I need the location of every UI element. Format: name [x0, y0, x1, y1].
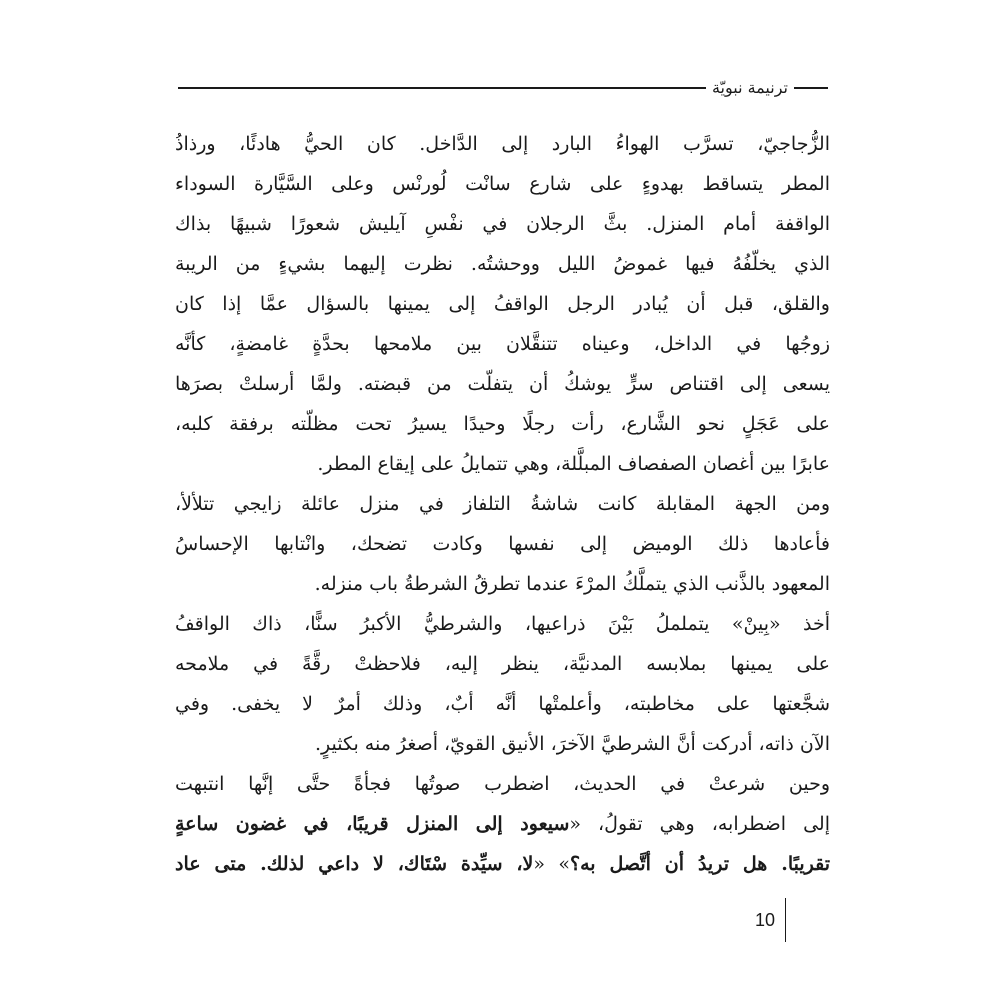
- page-number: 10: [755, 909, 776, 930]
- body-line: فأعادها ذلك الوميض إلى نفسها وكادت تضحك، وانْتابها الإحساسُ: [175, 533, 830, 555]
- body-line: والقلق، قبل أن يُبادر الرجل الواقفُ إلى يمينها بالسؤال عمَّا إذا كان: [175, 293, 830, 315]
- folio-rule: [785, 898, 786, 942]
- body-line: الزُّجاجيّ، تسرَّب الهواءُ البارد إلى الدَّاخل. كان الحيُّ هادئًا، ورذاذُ: [175, 133, 830, 155]
- dialogue-bold-run: تقريبًا. هل تريدُ أن أتَّصل به؟: [570, 853, 831, 875]
- body-text-run: » «: [533, 853, 570, 875]
- running-head-rule-right: [794, 87, 828, 89]
- body-line: على عَجَلٍ نحو الشَّارع، رأت رجلًا وحيدًا يسيرُ تحت مظلّته برفقة كلبه،: [175, 413, 830, 435]
- body-text: [175, 124, 830, 884]
- body-line: يسعى إلى اقتناص سرٍّ يوشكُ أن يتفلّت من قبضته. ولمَّا أرسلتْ بصرَها: [175, 373, 830, 395]
- body-line: الذي يخلّفُهُ فيها غموضُ الليل ووحشتُه. نظرت إليهما بشيءٍ من الريبة: [175, 253, 830, 275]
- body-text-run: إلى اضطرابه، وهي تقولُ، «: [569, 813, 830, 835]
- running-head-rule-left: [178, 87, 706, 89]
- body-line: ومن الجهة المقابلة كانت شاشةُ التلفاز في منزل عائلة زايجي تتلألأ،: [175, 493, 830, 515]
- body-line-with-dialogue: [175, 844, 830, 884]
- body-line: أخذ «بِينْ» يتململُ بَيْنَ ذراعيها، والشرطيُّ الأكبرُ سنًّا، ذاك الواقفُ: [175, 613, 830, 635]
- body-line: زوجُها في الداخل، وعيناه تتنقَّلان بين ملامحها بحدَّةٍ غامضةٍ، كأنَّه: [175, 333, 830, 355]
- body-line: عابرًا بين أغصان الصفصاف المبلَّلة، وهي تتمايلُ على إيقاع المطر.: [317, 453, 830, 475]
- body-line: شجَّعتها على مخاطبته، وأعلمتْها أنَّه أبٌ، وذلك أمرٌ لا يخفى. وفي: [175, 693, 830, 715]
- running-head: [178, 76, 828, 100]
- body-line-with-dialogue: [175, 804, 830, 844]
- body-line: على يمينها بملابسه المدنيَّة، ينظر إليه، فلاحظتْ رقَّةً في ملامحه: [175, 653, 830, 675]
- folio: [755, 900, 786, 940]
- body-line: الواقفة أمام المنزل. بثَّ الرجلان في نفْسِ آيليش شعورًا شبيهًا بذاك: [175, 213, 830, 235]
- body-line: الآن ذاته، أدركت أنَّ الشرطيَّ الآخرَ، الأنيق القويّ، أصغرُ منه بكثيرٍ.: [314, 733, 830, 755]
- running-head-title: ترنيمة نبويّة: [711, 78, 788, 97]
- body-line: وحين شرعتْ في الحديث، اضطرب صوتُها فجأةً حتَّى إنَّها انتبهت: [175, 773, 830, 795]
- dialogue-bold-run: لا، سيِّدة سْتَاك، لا داعي لذلك. متى عاد: [175, 853, 534, 875]
- dialogue-bold-run: سيعود إلى المنزل قريبًا، في غضون ساعةٍ: [175, 813, 570, 835]
- body-line: المعهود بالذَّنب الذي يتملَّكُ المرْءَ عندما تطرقُ الشرطةُ باب منزله.: [314, 573, 830, 595]
- body-line: المطر يتساقط بهدوءٍ على شارع سانْت لُورنْس وعلى السَّيَّارة السوداء: [175, 173, 830, 195]
